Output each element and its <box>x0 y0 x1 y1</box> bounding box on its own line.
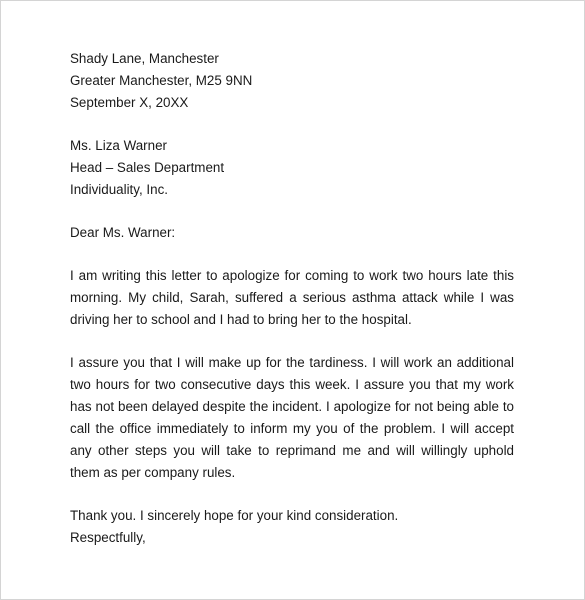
recipient-company: Individuality, Inc. <box>70 182 168 197</box>
salutation: Dear Ms. Warner: <box>70 225 176 240</box>
recipient-name: Ms. Liza Warner <box>70 138 167 153</box>
sender-address-line-1: Shady Lane, Manchester <box>70 51 219 66</box>
recipient-title: Head – Sales Department <box>70 160 225 175</box>
letter-content <box>70 48 514 549</box>
body-paragraph-1: I am writing this letter to apologize for coming to work two hours late this morning. My child, Sarah, suffered a serious asthma attack while I was driving her to school and I had to bring her to the hospital. <box>70 268 514 327</box>
recipient-address-block <box>70 135 514 201</box>
closing-signoff: Respectfully, <box>70 530 146 545</box>
letter-date: September X, 20XX <box>70 95 189 110</box>
body-paragraph-2: I assure you that I will make up for the tardiness. I will work an additional two hours for two consecutive days this week. I assure you that my work has not been delayed despite the incident. I apologize for not being able to call the office immediately to inform my you of the problem. I will accept any other steps you will take to reprimand me and will willingly uphold them as per company rules. <box>70 355 514 480</box>
closing-thanks: Thank you. I sincerely hope for your kind consideration. <box>70 508 399 523</box>
sender-address-block <box>70 48 514 114</box>
sender-address-line-2: Greater Manchester, M25 9NN <box>70 73 253 88</box>
